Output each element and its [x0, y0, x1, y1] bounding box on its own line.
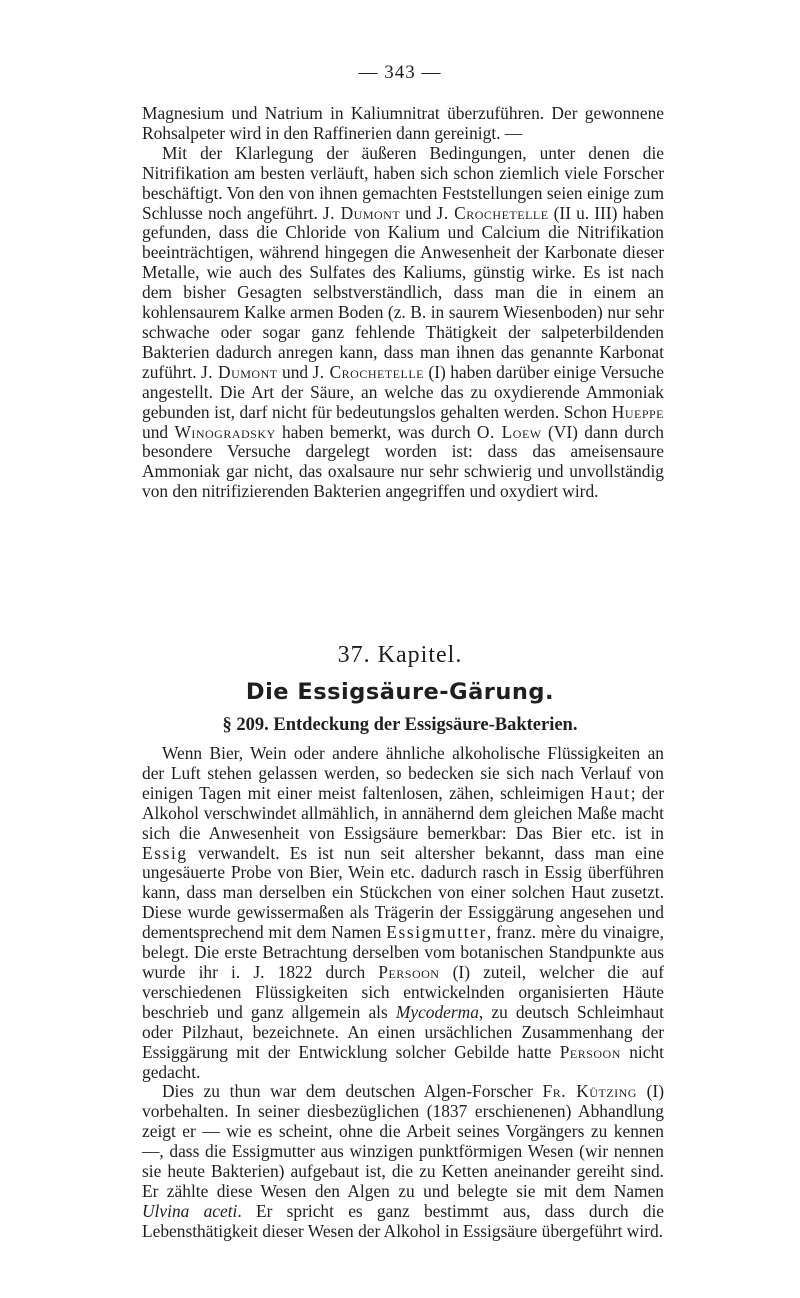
- text-block-bottom: [142, 744, 664, 1242]
- text-run: und: [400, 202, 437, 223]
- emphasized-term: Essigmutter: [386, 922, 487, 943]
- author-name: J. Crochetelle: [312, 361, 424, 382]
- section-heading: § 209. Entdeckung der Essigsäure-Bakterien.: [222, 715, 578, 735]
- text-run: . Er spricht es ganz bestimmt aus, dass durch die Lebensthätigkeit dieser Wesen der Alkohol in Essigsäure übergeführt wird.: [142, 1200, 664, 1241]
- paragraph-continuation: [142, 104, 664, 144]
- text-run: , franz. mère du vinaigre, belegt. Die erste Betrachtung derselben vom botanischen Standpunkte aus wurde ihr i. J. 1822 durch: [142, 922, 664, 982]
- text-run: (I) haben darüber einige Versuche angestellt. Die Art der Säure, an welche das zu oxydierende Ammoniak gebunden ist, darf nicht für bedeutungslos gehalten werden. Schon: [142, 361, 665, 422]
- text-run: (VI) dann durch besondere Versuche dargelegt worden ist: dass das ameisensaure Ammoniak gar nicht, das oxalsaure nur sehr schwierig und unvollständig von den nitrifizierenden Bakterien angegriffen und oxydiert wird.: [142, 421, 664, 502]
- page-number: — 343 —: [358, 62, 442, 83]
- author-name: Fr. Kützing: [542, 1081, 637, 1102]
- emphasized-term: Haut: [590, 782, 631, 803]
- text-run: verwandelt. Es ist nun seit altersher bekannt, dass man eine ungesäuerte Probe von Bier, Wein etc. dadurch rasch in Essig überführen kann, dass man derselben ein Stückchen von einer solchen Haut zusetzt. Diese wurde gewissermaßen als Trägerin der Essiggärung angesehen und dementsprechend mit dem Namen: [142, 842, 664, 943]
- text-run: Mit der Klarlegung der äußeren Bedingungen, unter denen die Nitrifikation am besten verläuft, haben sich schon ziemlich viele Forscher beschäftigt. Von den von ihnen gemachten Feststellungen seien einige zum Schlusse noch angeführt.: [142, 142, 664, 223]
- text-block-top: [142, 104, 664, 502]
- text-run: und: [277, 361, 313, 382]
- author-name: Persoon: [559, 1041, 621, 1062]
- text-run: haben bemerkt, was durch: [275, 421, 477, 442]
- latin-term: Mycoderma: [395, 1001, 479, 1022]
- paragraph-kuetzing: [142, 1082, 664, 1241]
- text-run: (I) vorbehalten. In seiner diesbezüglichen (1837 erschienenen) Abhandlung zeigt er — wie es scheint, ohne die Arbeit seines Vorgängers zu kennen —, dass die Essigmutter aus winzigen punktförmigen Wesen (wir nennen sie heute Bakterien) aufgebaut ist, die zu Ketten aneinander gereiht sind. Er zählte diese Wesen den Algen zu und belegte sie mit dem Namen: [142, 1081, 664, 1201]
- text-run: ; der Alkohol verschwindet allmählich, in annähernd dem gleichen Maße macht sich die Anwesenheit von Essigsäure bemerkbar: Das Bier etc. ist in: [142, 782, 664, 843]
- paragraph-nitrification: [142, 144, 664, 502]
- latin-term: Ulvina aceti: [142, 1200, 238, 1221]
- text-run: Wenn Bier, Wein oder andere ähnliche alkoholische Flüssigkeiten an der Luft stehen gelassen werden, so bedecken sie sich nach Verlauf von einigen Tagen mit einer meist faltenlosen, zähen, schleimigen: [142, 743, 664, 803]
- author-name: Persoon: [378, 961, 440, 982]
- chapter-number: 37. Kapitel.: [337, 642, 463, 668]
- paragraph-essigmutter: [142, 744, 664, 1082]
- text-run: (II u. III) haben gefunden, dass die Chloride von Kalium und Calcium die Nitrifikation beeinträchtigen, während hingegen die Anwesenheit der Karbonate dieser Metalle, wie auch des Sulfates des Kaliums, günstig wirke. Es ist nach dem bisher Gesagten selbstverständlich, dass man die in einem an kohlensaurem Kalke armen Boden (z. B. in saurem Wiesenboden) nur sehr schwache oder sogar ganz fehlende Thätigkeit der salpeterbildenden Bakterien dadurch anregen kann, dass man ihnen das genannte Karbonat zuführt.: [142, 202, 665, 382]
- emphasized-term: Essig: [142, 842, 188, 863]
- text-run: (I) zuteil, welcher die auf verschiedenen Flüssigkeiten sich entwickelnden organisierten Häute beschrieb und ganz allgemein als: [142, 961, 664, 1022]
- author-name: J. Dumont: [201, 361, 278, 382]
- text-run: nicht gedacht.: [142, 1041, 665, 1082]
- author-name: Winogradsky: [174, 421, 276, 442]
- text-run: Dies zu thun war dem deutschen Algen-Forscher: [162, 1081, 543, 1102]
- text-run: , zu deutsch Schleimhaut oder Pilzhaut, bezeichnete. An einen ursächlichen Zusammenhang der Essiggärung mit der Entwicklung solcher Gebilde hatte: [142, 1001, 664, 1062]
- chapter-title: Die Essigsäure-Gärung.: [245, 679, 555, 705]
- author-name: O. Loew: [476, 421, 542, 442]
- text-run: und: [142, 421, 175, 442]
- paragraph-text: Magnesium und Natrium in Kaliumnitrat überzuführen. Der gewonnene Rohsalpeter wird in den Raffinerien dann gereinigt. —: [142, 103, 664, 143]
- author-name: J. Crochetelle: [436, 202, 549, 223]
- author-name: Hueppe: [611, 401, 664, 422]
- author-name: J. Dumont: [322, 202, 401, 223]
